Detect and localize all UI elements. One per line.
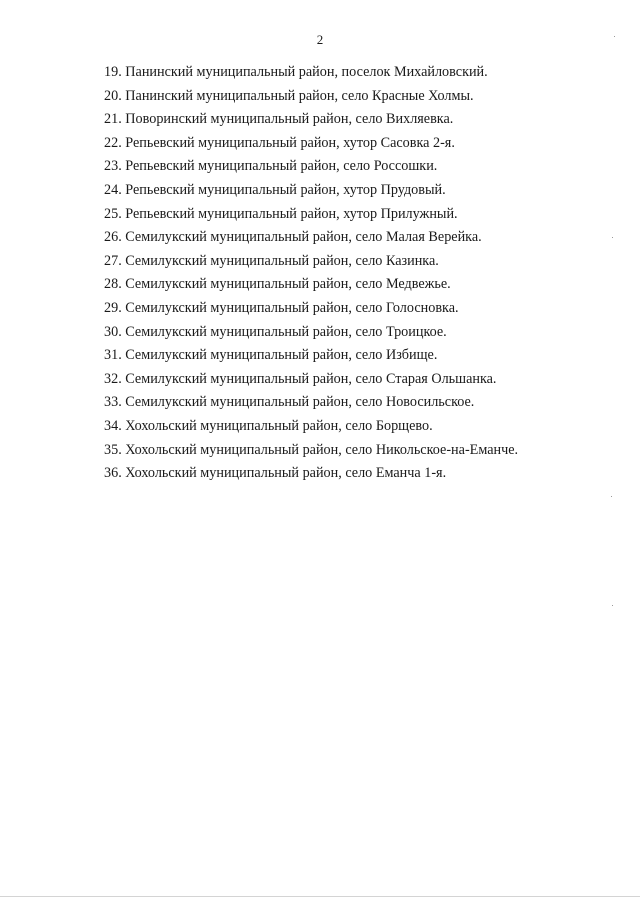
list-item: 22. Репьевский муниципальный район, хутор Сасовка 2-я. [104, 134, 455, 151]
scan-speck [612, 605, 613, 606]
list-item: 30. Семилукский муниципальный район, село Троицкое. [104, 323, 447, 340]
list-item: 28. Семилукский муниципальный район, село Медвежье. [104, 276, 451, 293]
page-number: 2 [316, 32, 324, 47]
list-item: 26. Семилукский муниципальный район, село Малая Верейка. [104, 229, 482, 246]
settlement-list [104, 61, 604, 486]
list-item: 31. Семилукский муниципальный район, село Избище. [104, 347, 438, 364]
scan-speck [614, 36, 615, 37]
list-item: 25. Репьевский муниципальный район, хутор Прилужный. [104, 205, 458, 222]
list-item: 19. Панинский муниципальный район, поселок Михайловский. [104, 64, 488, 80]
list-item: 33. Семилукский муниципальный район, село Новосильское. [104, 394, 475, 411]
list-item: 21. Поворинский муниципальный район, село Вихляевка. [104, 111, 454, 128]
scan-speck [612, 237, 613, 238]
list-item: 32. Семилукский муниципальный район, село Старая Ольшанка. [104, 370, 497, 387]
list-item: 23. Репьевский муниципальный район, село Россошки. [104, 158, 438, 175]
list-item: 34. Хохольский муниципальный район, село Борщево. [104, 417, 433, 434]
scan-speck [611, 496, 612, 497]
scan-edge-line [0, 896, 640, 897]
list-item: 29. Семилукский муниципальный район, село Голосновка. [104, 299, 459, 316]
list-item: 35. Хохольский муниципальный район, село Никольское-на-Еманче. [104, 441, 519, 458]
list-item: 27. Семилукский муниципальный район, село Казинка. [104, 252, 439, 269]
list-item: 24. Репьевский муниципальный район, хутор Прудовый. [104, 181, 446, 198]
list-item: 20. Панинский муниципальный район, село Красные Холмы. [104, 87, 474, 104]
list-item: 36. Хохольский муниципальный район, село Еманча 1-я. [104, 465, 447, 482]
